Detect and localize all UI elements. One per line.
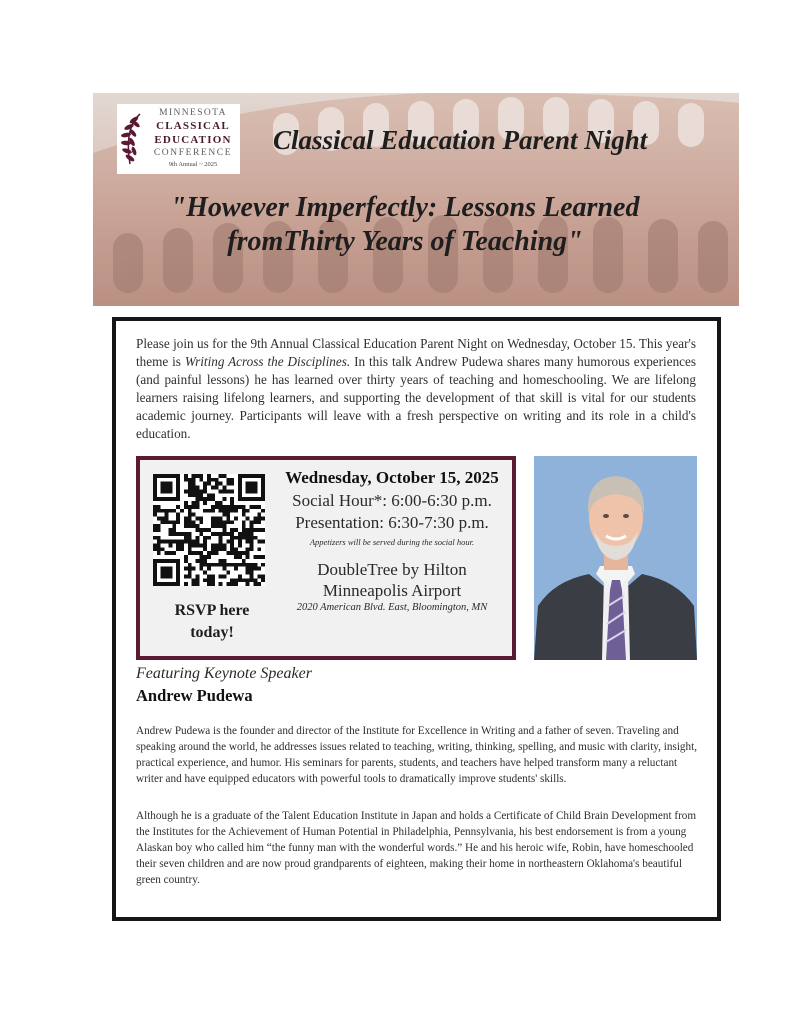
intro-text-b: In this talk Andrew Pudewa shares many humorous experiences (and painful lessons) he has learned over thirty years of teaching and homeschooling. We are lifelong learners raising lifelong learners, and supporting the development of that skill is vital for our students academic journey. Participants will leave with a fresh perspective on writing and its role in a child's education. (136, 354, 697, 441)
content-frame (112, 317, 721, 921)
event-info-box (136, 456, 516, 660)
presentation-time: Presentation: 6:30-7:30 p.m. (295, 513, 489, 532)
header-banner (93, 93, 739, 306)
theme-text: Writing Across the Disciplines. (184, 354, 351, 369)
rsvp-line-2: today! (190, 624, 234, 641)
social-hour: Social Hour*: 6:00-6:30 p.m. (292, 491, 492, 510)
speaker-bio-2: Although he is a graduate of the Talent Education Institute in Japan and holds a Certificate of Child Brain Development from the Institutes for the Achievement of Human Potential in Philadelphia, Pennsylvania, his best endorsement is from a young Alaskan boy who called him “the funny man with the wonderful words.” He and his heroic wife, Robin, have homeschooled their seven children and are now proud grandparents of eighteen, making their home in northeastern Oklahoma's beautiful green country. (136, 810, 697, 886)
event-details (274, 466, 510, 615)
talk-title-line-1: "However Imperfectly: Lessons Learned (170, 192, 640, 223)
venue-line-1: DoubleTree by Hilton (317, 560, 467, 579)
intro-paragraph (136, 335, 696, 443)
qr-code-icon[interactable] (153, 474, 265, 586)
intro-text-a: Please join us for the 9th Annual Classical Education Parent Night on Wednesday, October 15. This year's theme is (136, 336, 696, 369)
event-date: Wednesday, October 15, 2025 (285, 468, 499, 487)
laurel-wreath-icon (120, 110, 148, 168)
logo-line-1: MINNESOTA (159, 108, 227, 118)
featuring-label: Featuring Keynote Speaker (136, 665, 312, 682)
logo-line-4: CONFERENCE (153, 148, 233, 158)
conference-logo (117, 104, 240, 174)
event-title: Classical Education Parent Night (273, 125, 648, 155)
logo-line-3: EDUCATION (154, 134, 232, 146)
rsvp-line-1: RSVP here (174, 602, 250, 619)
speaker-portrait-icon (534, 456, 697, 660)
rsvp-label (153, 600, 271, 644)
speaker-name: Andrew Pudewa (136, 686, 253, 705)
talk-title (145, 191, 665, 259)
speaker-photo (534, 456, 697, 660)
logo-line-2: CLASSICAL (156, 120, 230, 132)
logo-line-5: 9th Annual ~ 2025 (168, 161, 218, 168)
venue-line-2: Minneapolis Airport (322, 581, 462, 600)
venue-name (274, 559, 510, 601)
talk-title-line-2: fromThirty Years of Teaching" (227, 226, 583, 257)
speaker-bio-1: Andrew Pudewa is the founder and director of the Institute for Excellence in Writing and a father of seven. Traveling and speaking around the world, he addresses issues related to teaching, writing, thinking, spelling, and music with clarity, insight, practical experience, and humor. His seminars for parents, students, and teachers have helped transform many a reluctant writer and have equipped educators with powerful tools to dramatically improve students' skills. (136, 725, 698, 785)
appetizer-note: Appetizers will be served during the social hour. (309, 537, 475, 547)
venue-address: 2020 American Blvd. East, Bloomington, MN (296, 602, 488, 613)
